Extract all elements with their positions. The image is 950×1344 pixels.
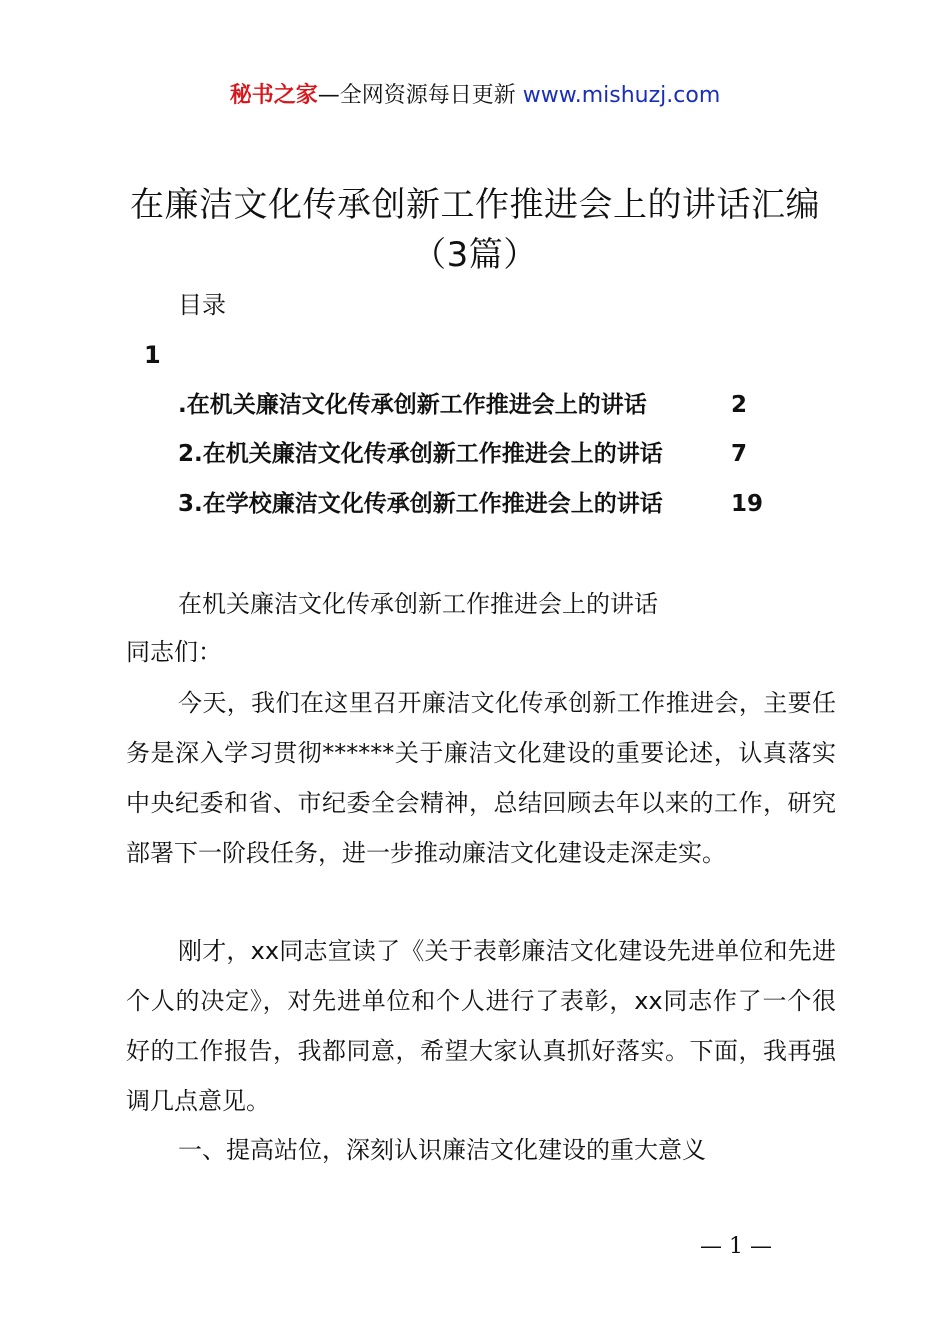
toc-entry-page: 2 <box>731 392 748 418</box>
toc-entry[interactable] <box>178 388 778 422</box>
body-paragraph <box>126 678 836 878</box>
toc-entry-page: 19 <box>731 491 764 517</box>
toc-stray-number: 1 <box>144 341 161 369</box>
salutation: 同志们： <box>126 638 222 666</box>
speech-heading: 在机关廉洁文化传承创新工作推进会上的讲话 <box>178 590 658 618</box>
body-paragraph <box>126 926 836 1126</box>
brand-name: 秘书之家 <box>229 83 318 108</box>
paragraph-text: 今天，我们在这里召开廉洁文化传承创新工作推进会，主要任务是深入学习贯彻******关于廉洁文化建设的重要论述，认真落实中央纪委和省、市纪委全会精神，总结回顾去年以来的工作，研究部署下一阶段任务，进一步推动廉洁文化建设走深走实。 <box>126 689 836 867</box>
toc-entry[interactable] <box>178 487 778 521</box>
toc-entry-text: 3.在学校廉洁文化传承创新工作推进会上的讲话 <box>178 491 663 517</box>
toc-entry[interactable] <box>178 437 778 471</box>
site-header <box>0 80 950 112</box>
document-title: 在廉洁文化传承创新工作推进会上的讲话汇编（3篇） <box>130 185 820 275</box>
header-tagline: —全网资源每日更新 <box>317 83 516 108</box>
toc-entry-text: 2.在机关廉洁文化传承创新工作推进会上的讲话 <box>178 441 663 467</box>
toc-entry-page: 7 <box>731 441 748 467</box>
toc-label: 目录 <box>178 291 226 319</box>
site-url-link[interactable]: www.mishuzj.com <box>515 83 721 108</box>
paragraph-text: 刚才，xx同志宣读了《关于表彰廉洁文化建设先进单位和先进个人的决定》，对先进单位和个人进行了表彰，xx同志作了一个很好的工作报告，我都同意，希望大家认真抓好落实。下面，我再强调几点意见。 <box>126 937 836 1115</box>
section-heading: 一、提高站位，深刻认识廉洁文化建设的重大意义 <box>178 1136 706 1164</box>
page-number: — 1 — <box>700 1234 772 1259</box>
toc-entry-text: .在机关廉洁文化传承创新工作推进会上的讲话 <box>178 392 647 418</box>
